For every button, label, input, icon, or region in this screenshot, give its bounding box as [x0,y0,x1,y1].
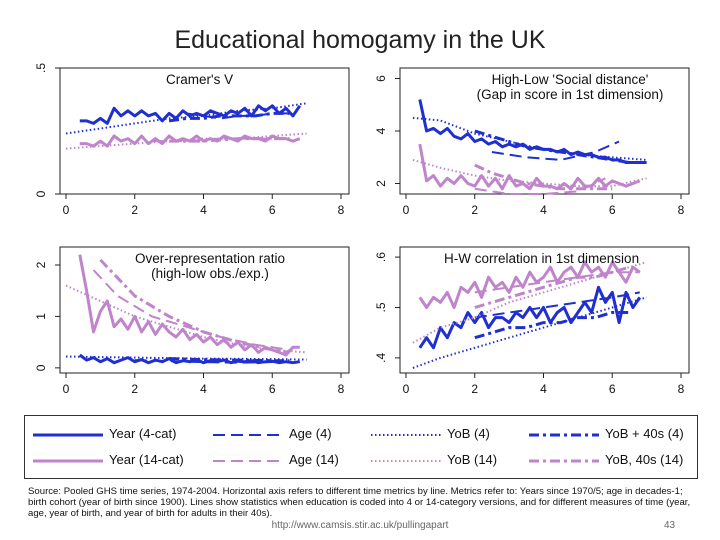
legend-label: Year (4-cat) [109,426,177,441]
x-tick-label: 0 [62,382,70,396]
legend-label: YoB, 40s (14) [605,452,684,467]
chart-panel [374,68,689,217]
y-tick-label: 2 [374,180,388,187]
legend-label: YoB (4) [447,426,490,441]
x-tick-label: 2 [471,382,479,396]
chart-panel [34,63,349,217]
source-note: Source: Pooled GHS time series, 1974-2004. Horizontal axis refers to different time metrics by line. Metrics refer to: Years since 1970/5; age in decades-1; birth cohort (year of birth since 1900). Lines show statistics when education is coded into 4 or 14-category versions, and for different measures of time (year, age, year of birth, and year of birth for adults in their 40s). [28,486,691,519]
chart-legend [24,415,698,479]
legend-label: Age (14) [289,452,339,467]
chart-title: High-Low 'Social distance' [491,72,649,87]
y-tick-label: 4 [374,127,388,135]
x-tick-label: 6 [268,382,276,396]
y-tick-label: .4 [374,352,388,363]
x-tick-label: 0 [62,203,70,217]
x-tick-label: 0 [402,203,410,217]
chart-panel [34,247,349,396]
x-tick-label: 4 [200,203,207,217]
chart-title: Over-representation ratio [134,251,286,266]
footer-url[interactable]: http://www.camsis.stir.ac.uk/pullingapart [271,520,449,531]
x-tick-label: 8 [337,203,345,217]
chart-title: Cramer's V [166,72,234,87]
chart-panel [374,247,689,396]
x-tick-label: 6 [268,203,276,217]
chart-title: (Gap in score in 1st dimension) [476,87,664,102]
x-tick-label: 2 [131,382,139,396]
y-tick-label: 0 [34,364,48,372]
y-tick-label: 6 [374,75,388,82]
x-tick-label: 0 [402,382,410,396]
page-number: 43 [664,520,676,531]
x-tick-label: 8 [677,382,685,396]
x-tick-label: 4 [200,382,207,396]
y-tick-label: .5 [34,62,48,74]
chart-title: H-W correlation in 1st dimension [444,251,640,266]
chart-title: (high-low obs./exp.) [151,266,269,281]
legend-label: Year (14-cat) [109,452,184,467]
x-tick-label: 8 [677,203,685,217]
y-tick-label: .5 [374,302,388,313]
y-tick-label: 1 [34,313,48,320]
x-tick-label: 4 [540,382,547,396]
y-tick-label: 0 [34,190,48,198]
legend-label: YoB (14) [447,452,498,467]
slide-title: Educational homogamy in the UK [174,26,546,54]
x-tick-label: 2 [131,203,139,217]
y-tick-label: .6 [374,252,388,263]
x-tick-label: 6 [608,203,616,217]
x-tick-label: 4 [540,203,547,217]
x-tick-label: 2 [471,203,479,217]
y-tick-label: 2 [34,261,48,269]
x-tick-label: 8 [337,382,345,396]
legend-label: Age (4) [289,426,332,441]
x-tick-label: 6 [608,382,616,396]
legend-label: YoB + 40s (4) [605,426,684,441]
